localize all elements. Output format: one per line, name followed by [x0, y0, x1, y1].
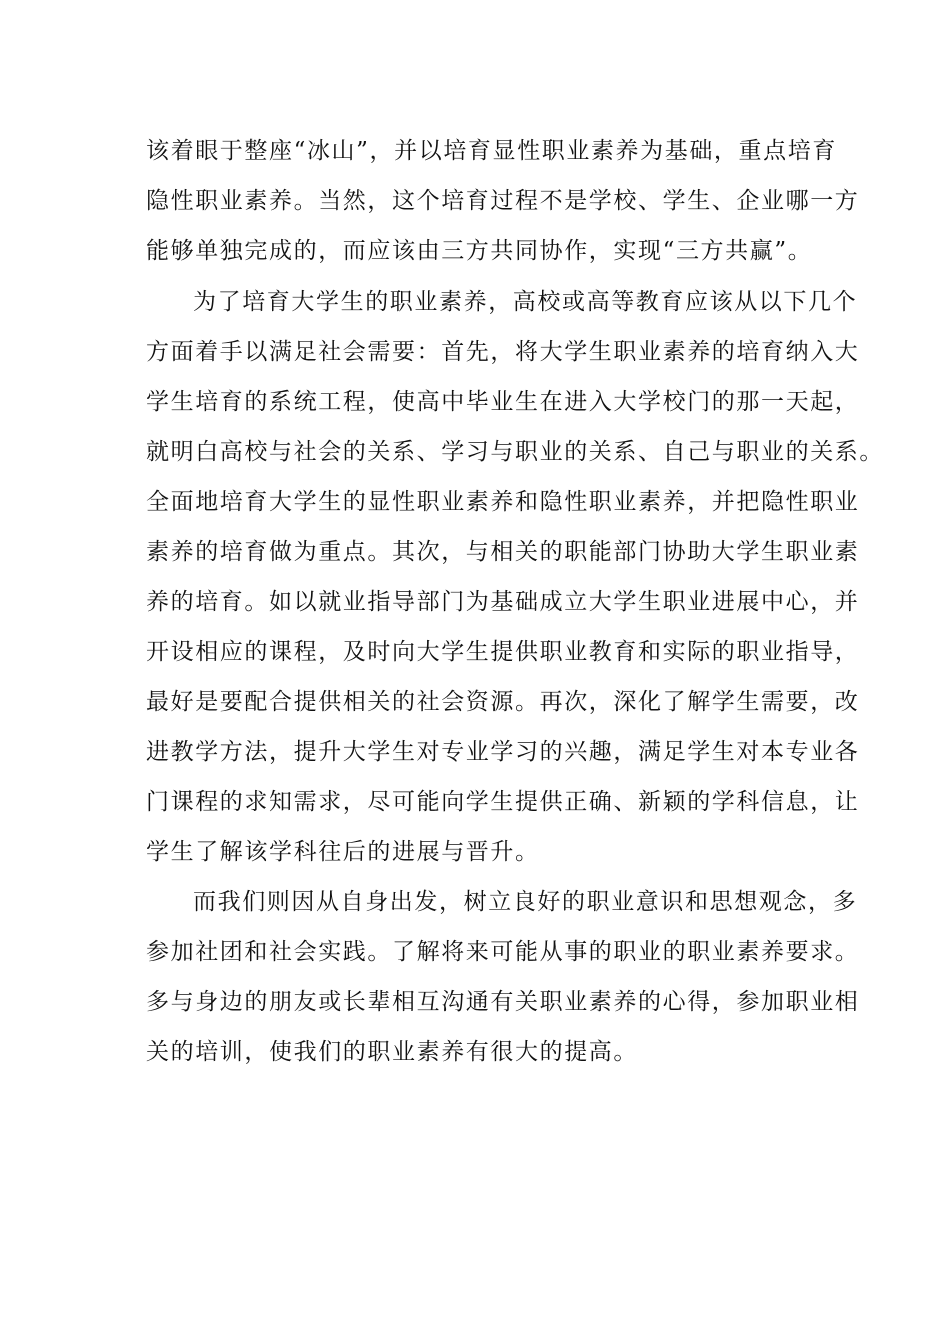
text-line: 关的培训，使我们的职业素养有很大的提高。 [146, 1039, 638, 1065]
text-line: 素养的培育做为重点。其次，与相关的职能部门协助大学生职业素 [146, 539, 860, 565]
text-line: 方面着手以满足社会需要：首先，将大学生职业素养的培育纳入大 [146, 339, 860, 365]
text-line: 最好是要配合提供相关的社会资源。再次，深化了解学生需要，改 [146, 689, 860, 715]
text-line: 学生了解该学科往后的进展与晋升。 [146, 839, 540, 865]
text-line: 养的培育。如以就业指导部门为基础成立大学生职业进展中心，并 [146, 589, 860, 615]
text-line: 全面地培育大学生的显性职业素养和隐性职业素养，并把隐性职业 [146, 489, 860, 515]
text-line: 进教学方法，提升大学生对专业学习的兴趣，满足学生对本专业各 [146, 739, 860, 765]
text-line: 开设相应的课程，及时向大学生提供职业教育和实际的职业指导， [146, 639, 860, 665]
text-line: 而我们则因从自身出发，树立良好的职业意识和思想观念，多 [193, 889, 858, 915]
text-line: 为了培育大学生的职业素养，高校或高等教育应该从以下几个 [193, 289, 858, 315]
text-line: 门课程的求知需求，尽可能向学生提供正确、新颖的学科信息，让 [146, 789, 860, 815]
text-line: 就明白高校与社会的关系、学习与职业的关系、自己与职业的关系。 [146, 439, 884, 465]
text-line: 隐性职业素养。当然，这个培育过程不是学校、学生、企业哪一方 [146, 188, 860, 214]
text-line: 该着眼于整座“冰山”，并以培育显性职业素养为基础，重点培育 [146, 138, 837, 164]
text-line: 参加社团和社会实践。了解将来可能从事的职业的职业素养要求。 [146, 939, 860, 965]
text-line: 能够单独完成的，而应该由三方共同协作，实现“三方共赢”。 [146, 238, 813, 264]
text-line: 多与身边的朋友或长辈相互沟通有关职业素养的心得，参加职业相 [146, 989, 860, 1015]
text-line: 学生培育的系统工程，使高中毕业生在进入大学校门的那一天起， [146, 389, 860, 415]
